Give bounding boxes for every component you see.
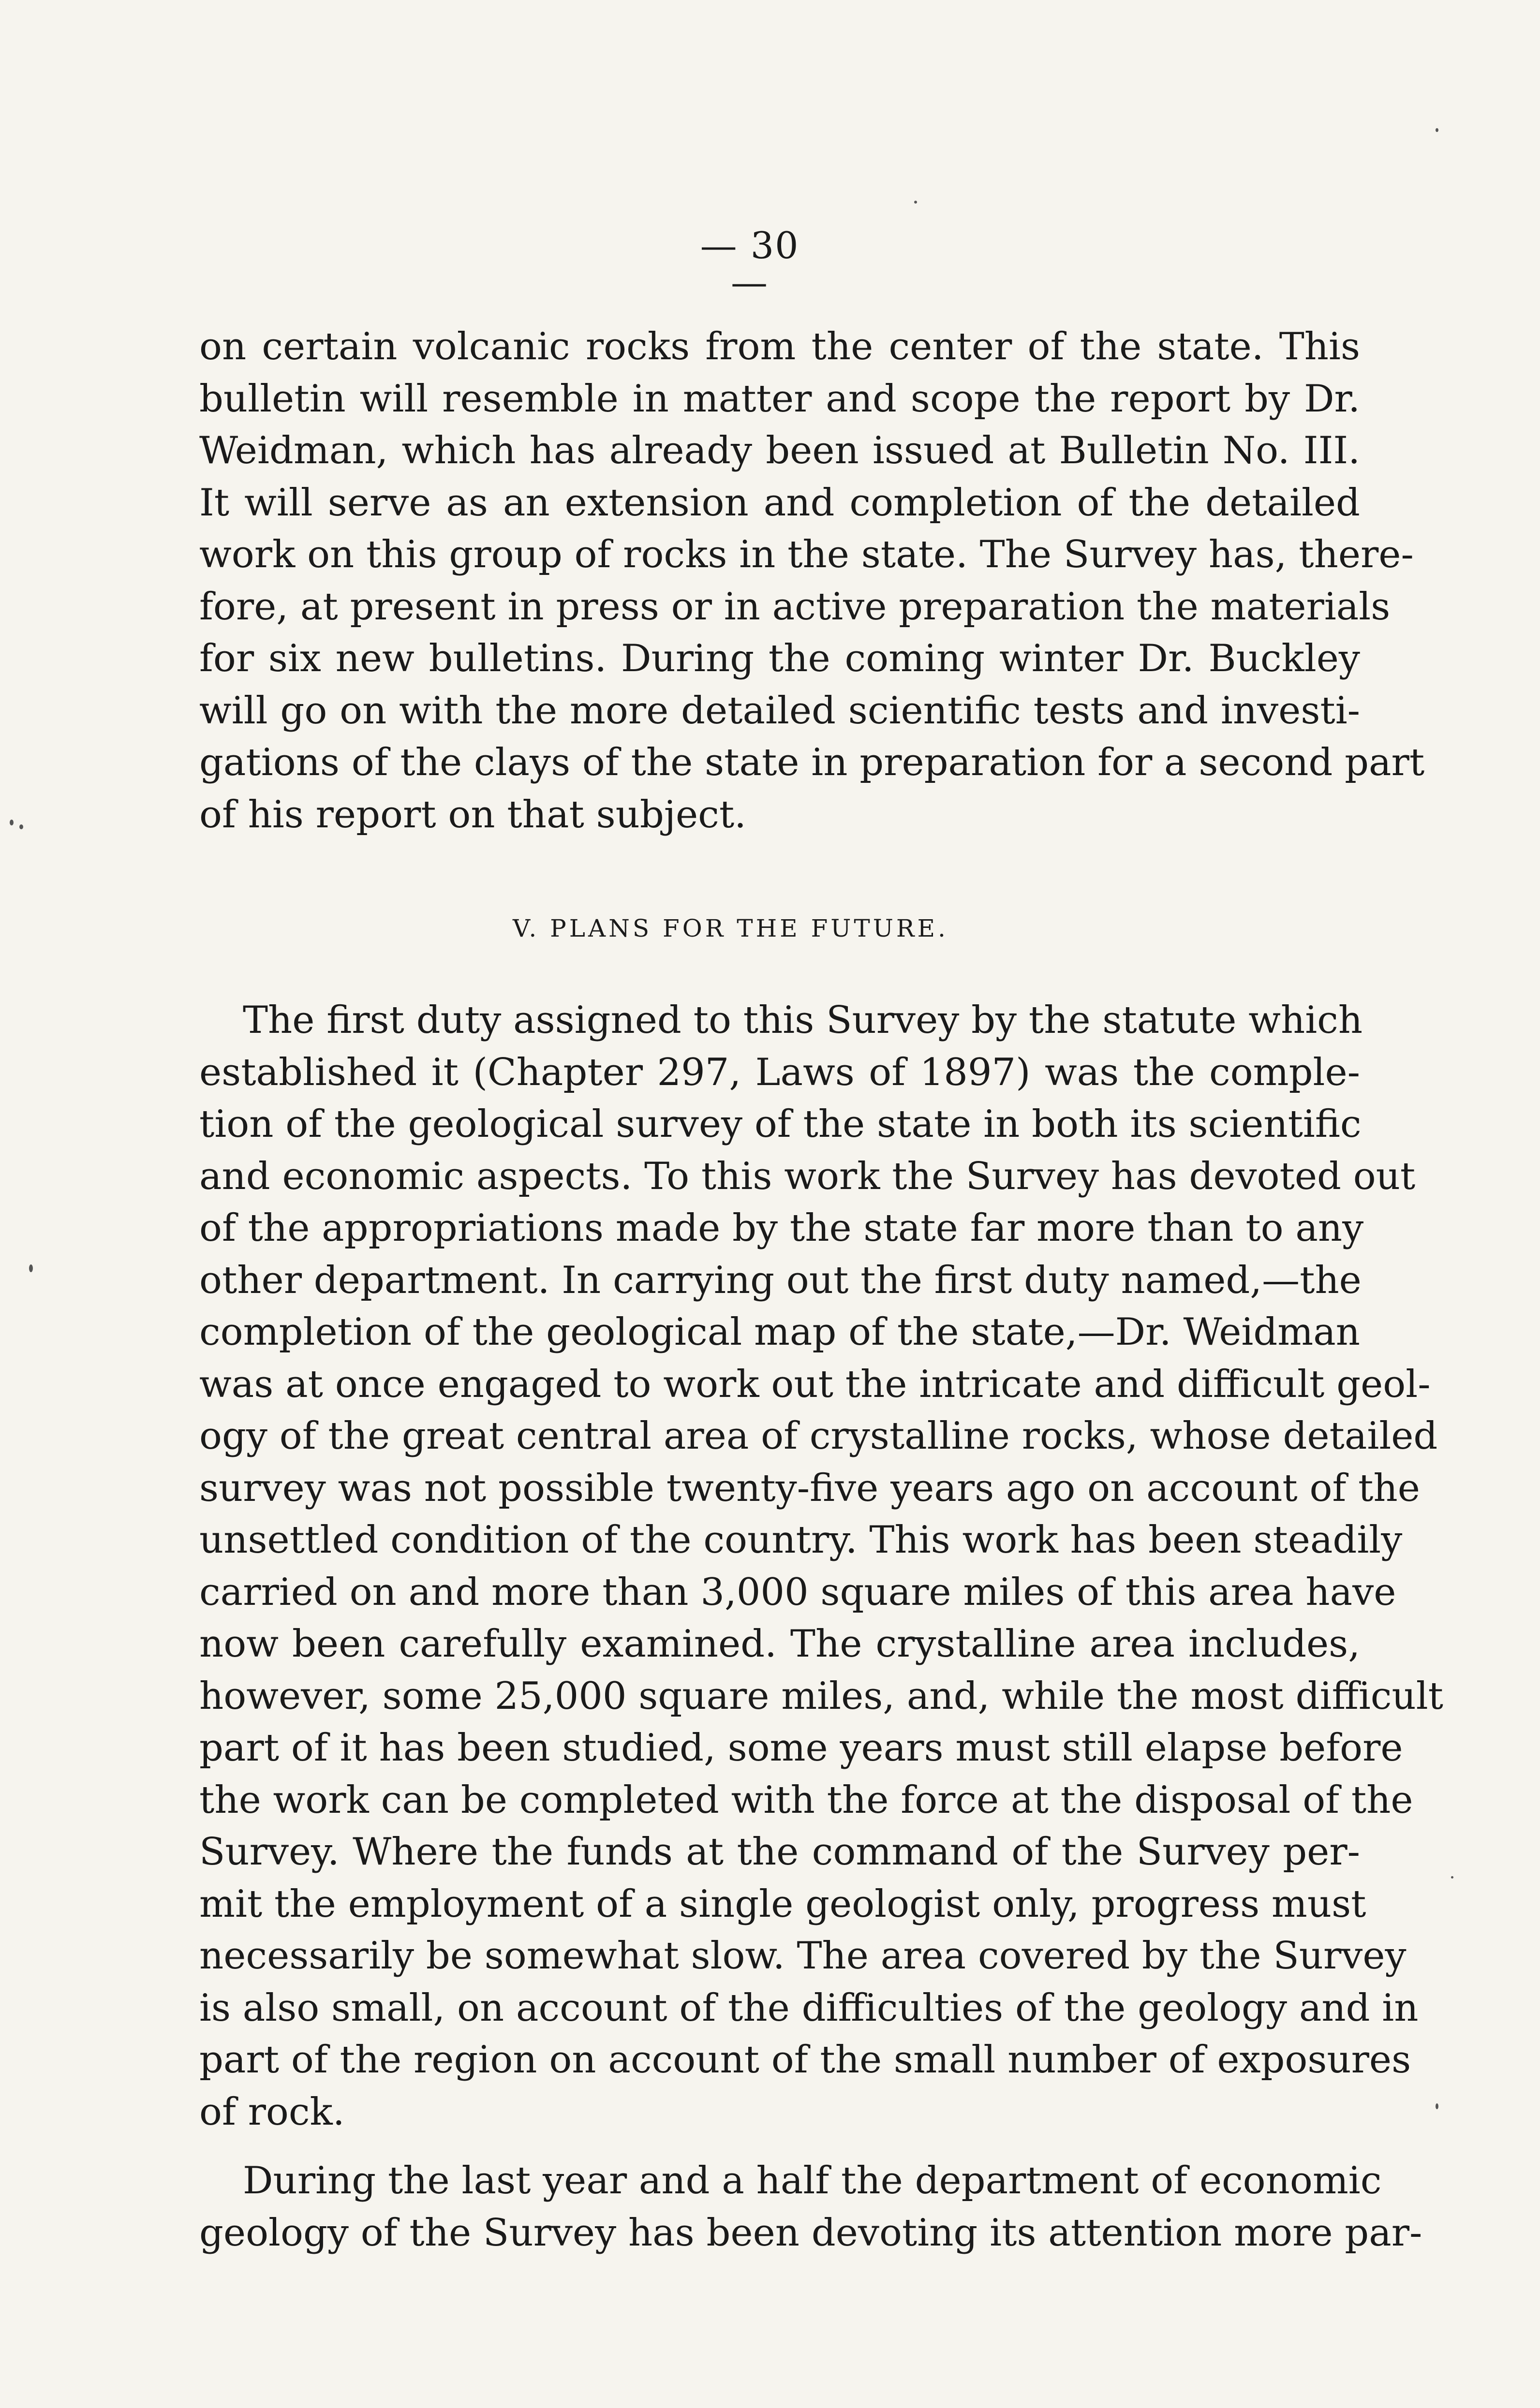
paragraph-continued [199,321,1425,841]
section-heading: V. PLANS FOR THE FUTURE. [513,914,948,942]
text-line: part of it has been studied, some years must still elapse before [199,1726,1403,1770]
text-line: carried on and more than 3,000 square miles of this area have [199,1570,1396,1614]
scan-speck [19,824,23,829]
text-line: however, some 25,000 square miles, and, while the most difficult [199,1674,1444,1718]
text-line: for six new bulletins. During the coming winter Dr. Buckley [199,637,1360,680]
text-line: and economic aspects. To this work the Survey has devoted out [199,1154,1416,1198]
paragraph-economic [199,2155,1422,2259]
text-line: other department. In carrying out the first duty named,—the [199,1258,1362,1302]
text-line: established it (Chapter 297, Laws of 1897) was the comple- [199,1050,1360,1094]
text-line: It will serve as an extension and completion of the detailed [199,481,1360,525]
text-line: During the last year and a half the department of economic [243,2159,1382,2202]
text-line: survey was not possible twenty-five years ago on account of the [199,1466,1420,1510]
scan-speck [914,201,917,204]
page-number: — 30 — [700,224,800,304]
text-line: part of the region on account of the small number of exposures [199,2038,1411,2082]
text-line: of the appropriations made by the state far more than to any [199,1206,1364,1250]
text-line: Survey. Where the funds at the command of the Survey per- [199,1830,1360,1874]
text-line: the work can be completed with the force at the disposal of the [199,1778,1413,1822]
text-line: was at once engaged to work out the intricate and difficult geol- [199,1362,1431,1406]
scan-speck [29,1264,33,1272]
text-line: mit the employment of a single geologist only, progress must [199,1882,1366,1926]
scan-speck [1436,2103,1438,2109]
text-line: bulletin will resemble in matter and scope the report by Dr. [199,377,1360,421]
text-line: The first duty assigned to this Survey by the statute which [243,998,1363,1042]
text-line: necessarily be somewhat slow. The area covered by the Survey [199,1934,1407,1978]
scan-speck [1436,128,1438,132]
text-line: geology of the Survey has been devoting its attention more par- [199,2211,1422,2255]
text-line: is also small, on account of the difficulties of the geology and in [199,1986,1419,2030]
text-line: work on this group of rocks in the state. The Survey has, there- [199,533,1414,576]
text-line: completion of the geological map of the state,—Dr. Weidman [199,1310,1360,1354]
text-line: ogy of the great central area of crystalline rocks, whose detailed [199,1414,1438,1458]
text-line: tion of the geological survey of the state in both its scientific [199,1102,1362,1146]
text-line: Weidman, which has already been issued at Bulletin No. III. [199,429,1360,472]
paragraph-plans [199,995,1444,2138]
text-line: will go on with the more detailed scientific tests and investi- [199,689,1360,733]
text-line: now been carefully examined. The crystalline area includes, [199,1622,1360,1666]
text-line: of rock. [199,2090,345,2134]
text-line: gations of the clays of the state in preparation for a second part [199,741,1425,784]
text-line: of his report on that subject. [199,793,746,837]
text-line: unsettled condition of the country. This work has been steadily [199,1518,1403,1562]
text-line: fore, at present in press or in active preparation the materials [199,585,1391,629]
scan-speck [10,820,14,825]
text-line: on certain volcanic rocks from the center of the state. This [199,325,1360,368]
scan-speck [1451,1876,1453,1879]
